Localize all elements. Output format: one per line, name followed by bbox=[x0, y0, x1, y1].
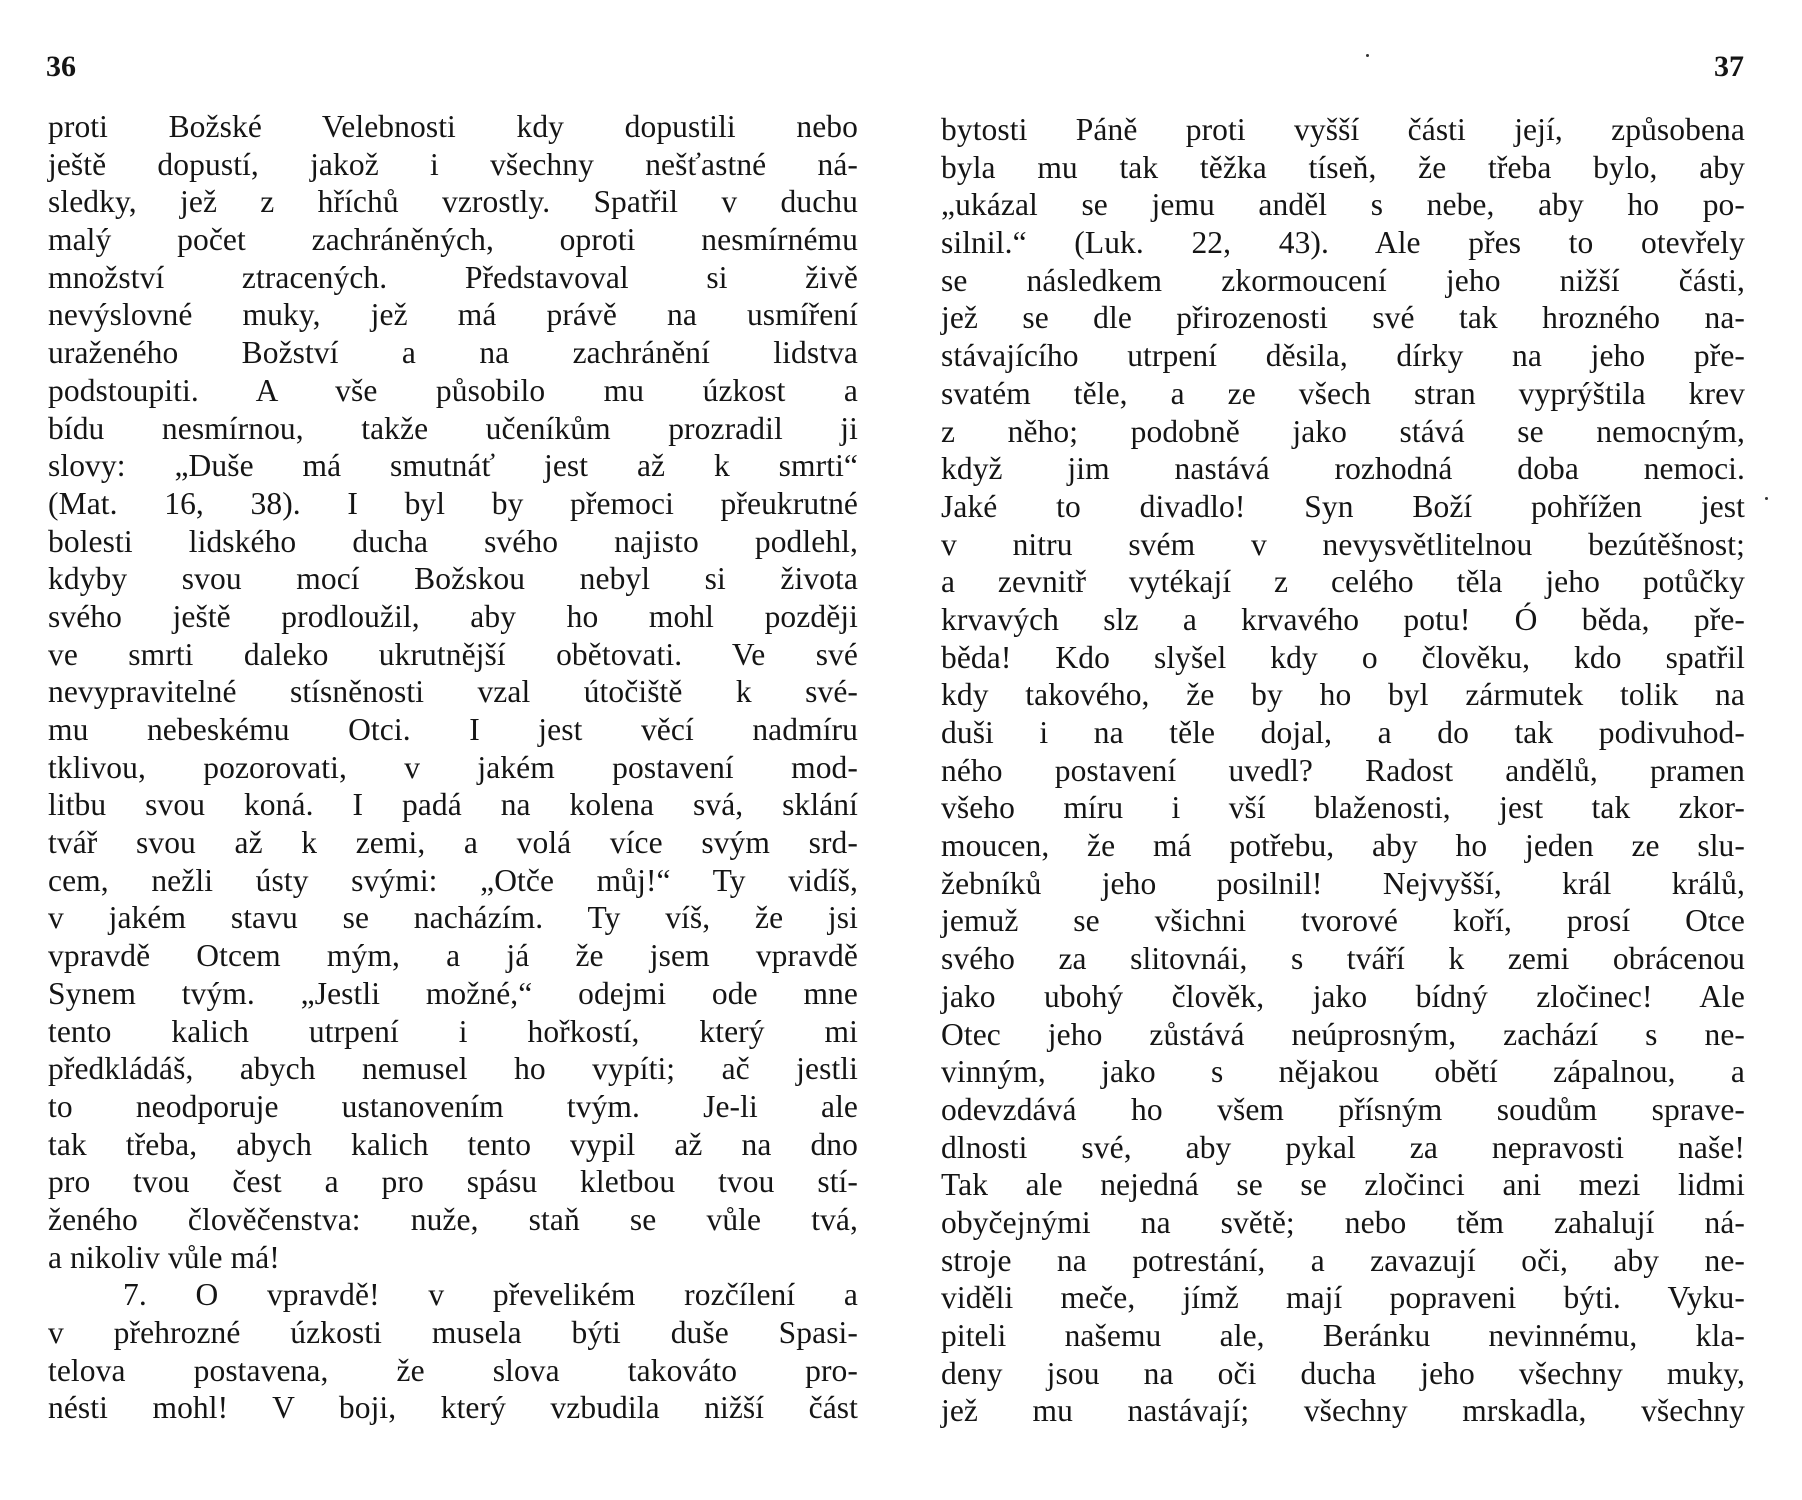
page-number-right: 37 bbox=[1714, 50, 1744, 83]
text-line: kdyby svou mocí Božskou nebyl si života bbox=[48, 561, 858, 597]
text-line: viděli meče, jímž mají popraveni býti. Vyku- bbox=[941, 1280, 1745, 1316]
text-line: proti Božské Velebnosti kdy dopustili nebo bbox=[48, 109, 858, 144]
text-line: odevzdává ho všem přísným soudům sprave- bbox=[941, 1091, 1745, 1127]
text-line: z něho; podobně jako stává se nemocným, bbox=[941, 413, 1745, 449]
text-line: běda! Kdo slyšel kdy o člověku, kdo spatřil bbox=[941, 639, 1745, 675]
text-line: sledky, jež z hříchů vzrostly. Spatřil v duchu bbox=[48, 184, 858, 220]
text-line: pro tvou čest a pro spásu kletbou tvou stí- bbox=[48, 1164, 858, 1200]
text-line: to neodporuje ustanovením tvým. Je-li ale bbox=[48, 1088, 858, 1124]
text-line: malý počet zachráněných, oproti nesmírnému bbox=[48, 222, 858, 258]
text-line: tak třeba, abych kalich tento vypil až na dno bbox=[48, 1126, 858, 1162]
text-line: dlnosti své, aby pykal za nepravosti naše! bbox=[941, 1129, 1745, 1165]
text-line: nésti mohl! V boji, který vzbudila nižší část bbox=[48, 1390, 858, 1426]
text-line: mu nebeskému Otci. I jest věcí nadmíru bbox=[48, 712, 858, 747]
text-line: „ukázal se jemu anděl s nebe, aby ho po- bbox=[941, 187, 1745, 223]
text-line: jemuž se všichni tvorové koří, prosí Otce bbox=[941, 903, 1745, 939]
text-line: litbu svou koná. I padá na kolena svá, sklání bbox=[48, 787, 858, 823]
text-line: v přehrozné úzkosti musela býti duše Spasi- bbox=[48, 1315, 858, 1350]
text-line: Tak ale nejedná se se zločinci ani mezi lidmi bbox=[941, 1167, 1745, 1203]
text-line: deny jsou na oči ducha jeho všechny muky, bbox=[941, 1355, 1745, 1391]
text-line: množství ztracených. Představoval si živě bbox=[48, 259, 858, 295]
text-line: cem, nežli ústy svými: „Otče můj!“ Ty vidíš, bbox=[48, 862, 858, 898]
text-line: podstoupiti. A vše působilo mu úzkost a bbox=[48, 372, 858, 408]
text-line: se následkem zkormoucení jeho nižší části, bbox=[941, 262, 1745, 298]
text-line: vinným, jako s nějakou obětí zápalnou, a bbox=[941, 1054, 1745, 1090]
text-line: ještě dopustí, jakož i všechny nešťastné ná- bbox=[48, 146, 858, 182]
text-line: předkládáš, abych nemusel ho vypíti; ač jestli bbox=[48, 1051, 858, 1087]
left-page-text bbox=[48, 108, 858, 1427]
text-line: krvavých slz a krvavého potu! Ó běda, pře- bbox=[941, 601, 1745, 637]
text-line: byla mu tak těžka tíseň, že třeba bylo, aby bbox=[941, 149, 1745, 185]
text-line: v jakém stavu se nacházím. Ty víš, že jsi bbox=[48, 900, 858, 936]
text-line: jež se dle přirozenosti své tak hrozného na- bbox=[941, 300, 1745, 336]
text-line: žebníků jeho posilnil! Nejvyšší, král králů, bbox=[941, 865, 1745, 901]
right-page-text bbox=[941, 111, 1745, 1430]
text-line: duši i na těle dojal, a do tak podivuhod- bbox=[941, 715, 1745, 750]
text-line: piteli našemu ale, Beránku nevinnému, kla- bbox=[941, 1318, 1745, 1353]
text-line: tento kalich utrpení i hořkostí, který mi bbox=[48, 1013, 858, 1049]
text-line: tvář svou až k zemi, a volá více svým srd- bbox=[48, 825, 858, 861]
text-line: svého za slitovnái, s tváří k zemi obrácenou bbox=[941, 941, 1745, 977]
text-line: Jaké to divadlo! Syn Boží pohřížen jest bbox=[941, 488, 1745, 524]
text-line: bytosti Páně proti vyšší části její, způsobena bbox=[941, 112, 1745, 147]
text-line: telova postavena, že slova takováto pro- bbox=[48, 1352, 858, 1388]
text-line: stávajícího utrpení děsila, dírky na jeho pře- bbox=[941, 338, 1745, 374]
scan-speck bbox=[1765, 497, 1768, 500]
text-line: svatém těle, a ze všech stran vyprýštila krev bbox=[941, 375, 1745, 411]
text-line: ve smrti daleko ukrutnější obětovati. Ve své bbox=[48, 636, 858, 672]
text-line: stroje na potrestání, a zavazují oči, aby ne- bbox=[941, 1242, 1745, 1278]
text-line: a zevnitř vytékají z celého těla jeho potůčky bbox=[941, 564, 1745, 600]
text-line: silnil.“ (Luk. 22, 43). Ale přes to otevřely bbox=[941, 225, 1745, 261]
scan-speck bbox=[1366, 54, 1369, 57]
text-line: nevypravitelné stísněnosti vzal útočiště k své- bbox=[48, 674, 858, 710]
text-line: uraženého Božství a na zachránění lidstva bbox=[48, 335, 858, 371]
text-line: moucen, že má potřebu, aby ho jeden ze slu- bbox=[941, 828, 1745, 864]
text-line: Otec jeho zůstává neúprosným, zachází s ne- bbox=[941, 1016, 1745, 1052]
text-line: ženého člověčenstva: nuže, staň se vůle tvá, bbox=[48, 1201, 858, 1237]
text-line: vpravdě Otcem mým, a já že jsem vpravdě bbox=[48, 938, 858, 974]
text-line: ného postavení uvedl? Radost andělů, pramen bbox=[941, 752, 1745, 788]
text-line: bídu nesmírnou, takže učeníkům prozradil ji bbox=[48, 410, 858, 446]
text-line: (Mat. 16, 38). I byl by přemoci přeukrutné bbox=[48, 485, 858, 521]
page-number-left: 36 bbox=[46, 50, 76, 83]
text-line: bolesti lidského ducha svého najisto podlehl, bbox=[48, 523, 858, 559]
text-line: když jim nastává rozhodná doba nemoci. bbox=[941, 451, 1745, 487]
text-line: nevýslovné muky, jež má právě na usmíření bbox=[48, 297, 858, 333]
text-line: obyčejnými na světě; nebo těm zahalují ná- bbox=[941, 1204, 1745, 1240]
text-line: jež mu nastávají; všechny mrskadla, všechny bbox=[941, 1393, 1745, 1429]
text-line: Synem tvým. „Jestli možné,“ odejmi ode mne bbox=[48, 975, 858, 1011]
text-line: v nitru svém v nevysvětlitelnou bezútěšnost; bbox=[941, 526, 1745, 562]
text-line: a nikoliv vůle má! bbox=[48, 1239, 280, 1275]
text-line: 7. O vpravdě! v převelikém rozčílení a bbox=[123, 1277, 858, 1313]
text-line: kdy takového, že by ho byl zármutek tolik na bbox=[941, 677, 1745, 713]
text-line: svého ještě prodloužil, aby ho mohl později bbox=[48, 598, 858, 634]
text-line: tklivou, pozorovati, v jakém postavení mod- bbox=[48, 749, 858, 785]
text-line: slovy: „Duše má smutnáť jest až k smrti“ bbox=[48, 448, 858, 484]
text-line: všeho míru i vší blaženosti, jest tak zkor- bbox=[941, 790, 1745, 826]
text-line: jako ubohý člověk, jako bídný zločinec! Ale bbox=[941, 978, 1745, 1014]
